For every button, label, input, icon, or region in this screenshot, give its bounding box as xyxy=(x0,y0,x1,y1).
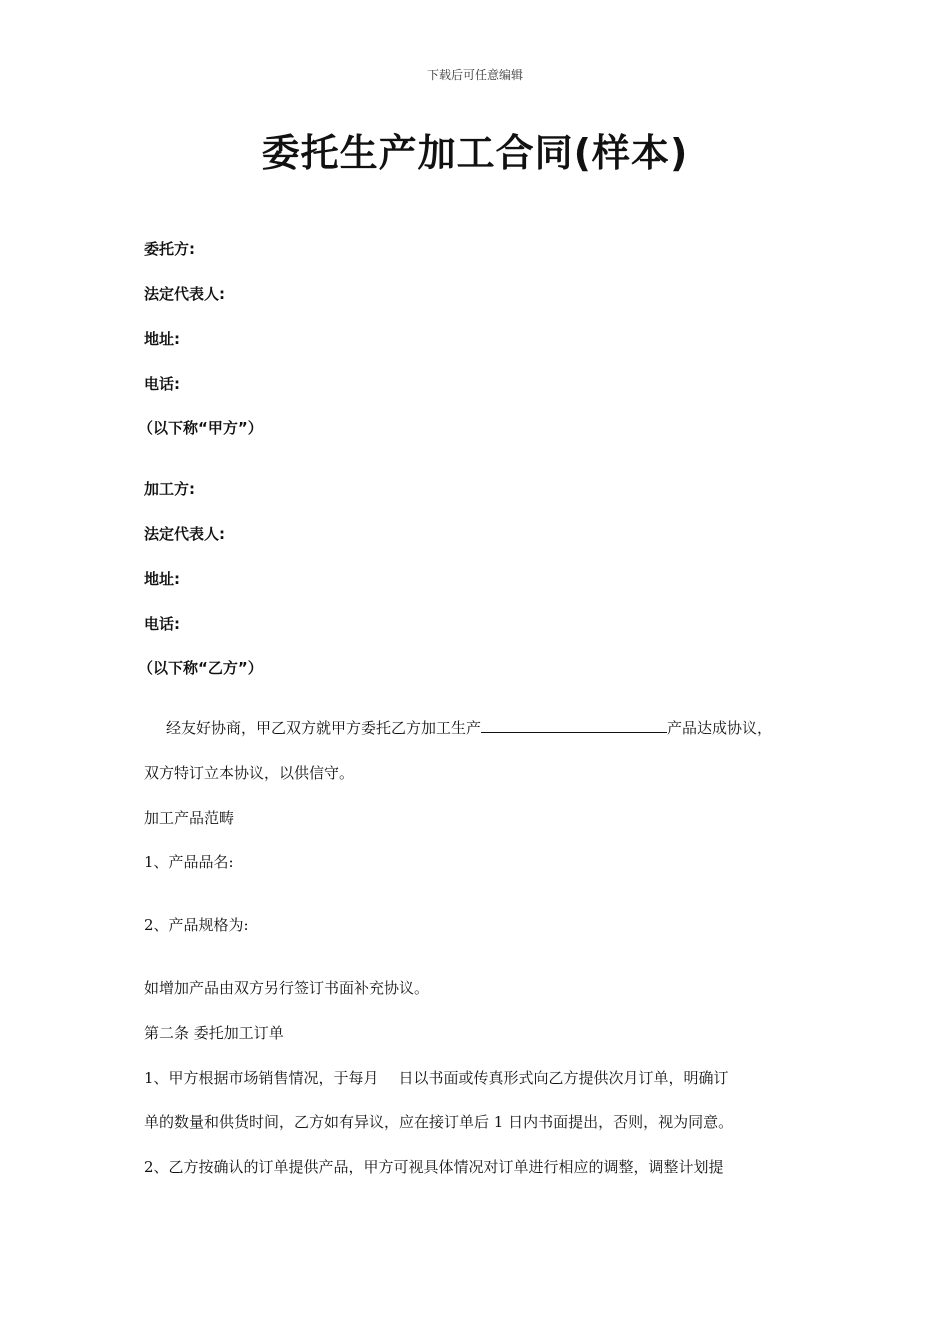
product-blank-line xyxy=(481,718,667,733)
page-title: 委托生产加工合同(样本) xyxy=(261,131,689,175)
intro-text-part2: 产品达成协议， xyxy=(667,719,773,737)
party-a-address-label: 地址: xyxy=(144,330,180,348)
party-a-alias: （以下称“甲方”） xyxy=(138,419,263,437)
party-a-legal-rep-label: 法定代表人: xyxy=(144,285,225,303)
section1-heading: 加工产品范畴 xyxy=(144,809,235,827)
intro-line2: 双方特订立本协议，以供信守。 xyxy=(144,764,355,782)
product-name-label: 1、产品品名: xyxy=(144,853,234,871)
party-b-legal-rep-label: 法定代表人: xyxy=(144,525,225,543)
section2-item1-line2: 单的数量和供货时间，乙方如有异议，应在接订单后 1 日内书面提出，否则，视为同意。 xyxy=(144,1113,734,1131)
entrustor-label: 委托方: xyxy=(144,240,195,258)
intro-text-part1: 经友好协商，甲乙双方就甲方委托乙方加工生产 xyxy=(166,719,482,737)
additional-product-note: 如增加产品由双方另行签订书面补充协议。 xyxy=(144,979,430,997)
intro-paragraph xyxy=(166,717,772,738)
section2-item1-part-b: 日以书面或传真形式向乙方提供次月订单，明确订 xyxy=(398,1069,729,1087)
party-a-phone-label: 电话: xyxy=(144,375,180,393)
section2-item1-part-a: 1、甲方根据市场销售情况，于每月 xyxy=(144,1069,379,1087)
section2-item1 xyxy=(144,1067,729,1088)
processor-label: 加工方: xyxy=(144,480,195,498)
header-note: 下载后可任意编辑 xyxy=(426,68,523,82)
party-b-alias: （以下称“乙方”） xyxy=(138,659,263,677)
party-b-phone-label: 电话: xyxy=(144,615,180,633)
section2-item2: 2、乙方按确认的订单提供产品，甲方可视具体情况对订单进行相应的调整，调整计划提 xyxy=(144,1158,724,1176)
party-b-address-label: 地址: xyxy=(144,570,180,588)
product-spec-label: 2、产品规格为: xyxy=(144,916,249,934)
section2-heading: 第二条 委托加工订单 xyxy=(144,1024,284,1042)
